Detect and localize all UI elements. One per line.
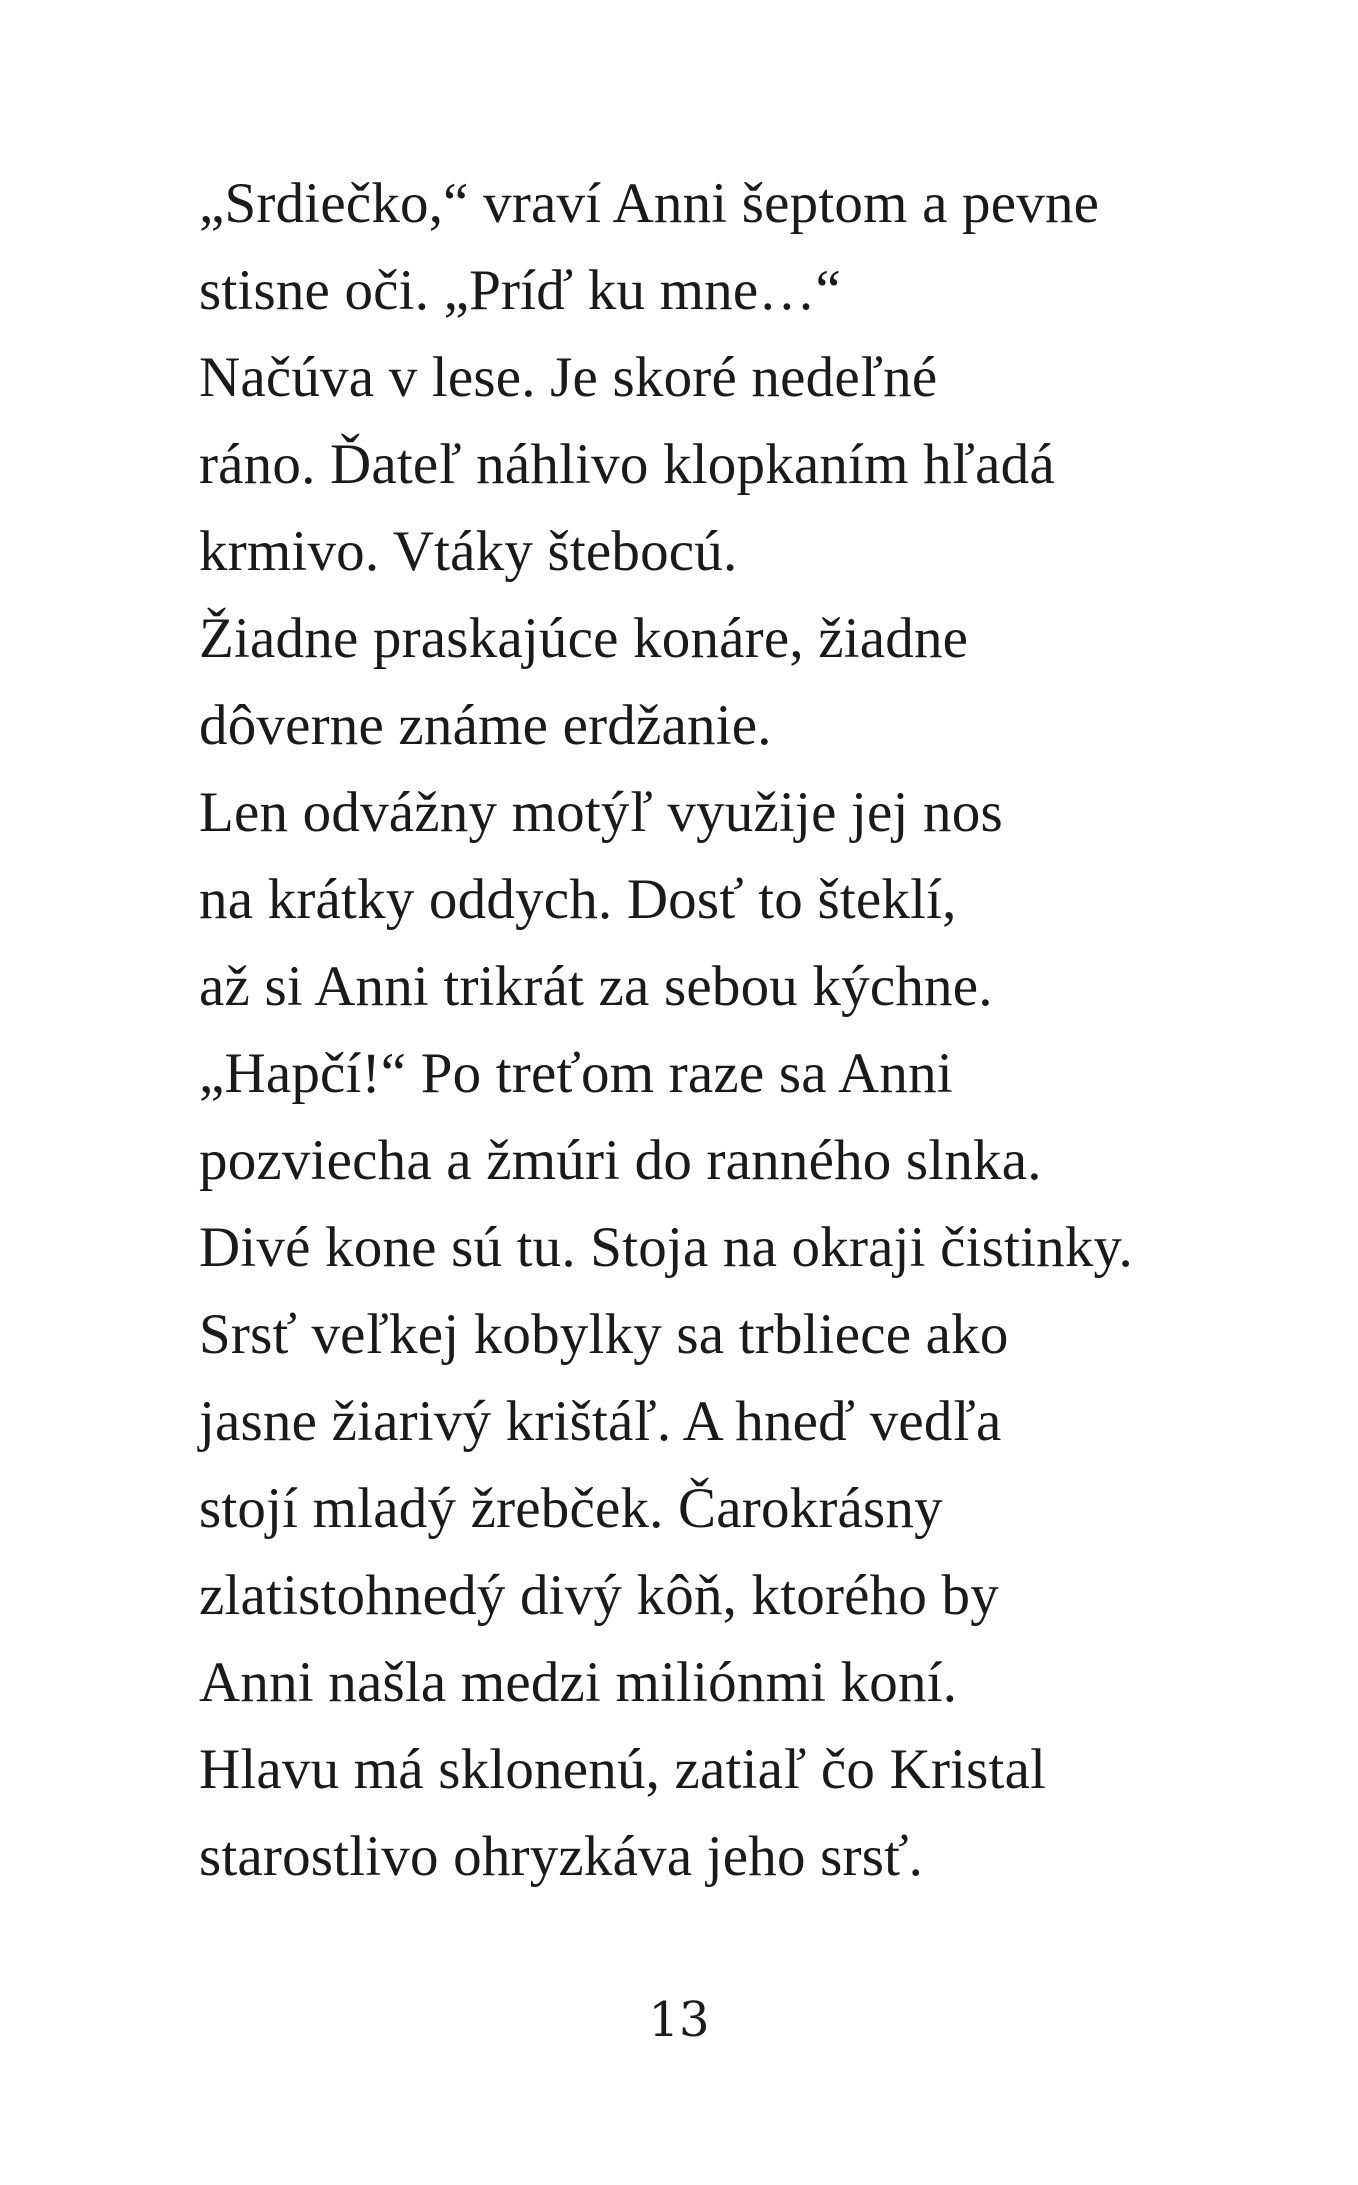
page-number: 13	[648, 1992, 710, 2048]
text-line: Žiadne praskajúce konáre, žiadne	[199, 607, 969, 670]
text-line: stojí mladý žrebček. Čarokrásny	[199, 1477, 943, 1540]
text-line: stisne oči. „Príď ku mne…“	[199, 259, 842, 322]
text-line: ráno. Ďateľ náhlivo klopkaním hľadá	[199, 433, 1055, 496]
text-line: na krátky oddych. Dosť to šteklí,	[199, 868, 957, 931]
body-text	[199, 160, 1299, 1900]
text-line: krmivo. Vtáky štebocú.	[199, 520, 738, 583]
text-line: „Srdiečko,“ vraví Anni šeptom a pevne	[199, 172, 1100, 235]
text-line: „Hapčí!“ Po treťom raze sa Anni	[199, 1042, 953, 1105]
text-line: až si Anni trikrát za sebou kýchne.	[199, 955, 993, 1018]
text-line: Anni našla medzi miliónmi koní.	[199, 1651, 958, 1714]
text-line: pozviecha a žmúri do ranného slnka.	[199, 1129, 1042, 1192]
text-line: Divé kone sú tu. Stoja na okraji čistinky.	[199, 1216, 1133, 1279]
text-line: starostlivo ohryzkáva jeho srsť.	[199, 1825, 924, 1888]
text-line: Hlavu má sklonenú, zatiaľ čo Kristal	[199, 1738, 1047, 1801]
text-line: zlatistohnedý divý kôň, ktorého by	[199, 1564, 999, 1627]
text-line: Načúva v lese. Je skoré nedeľné	[199, 346, 938, 409]
text-line: Srsť veľkej kobylky sa trbliece ako	[199, 1303, 1009, 1366]
text-line: jasne žiarivý krištáľ. A hneď vedľa	[199, 1390, 1002, 1453]
text-line: dôverne známe erdžanie.	[199, 694, 772, 757]
text-line: Len odvážny motýľ využije jej nos	[199, 781, 1003, 844]
